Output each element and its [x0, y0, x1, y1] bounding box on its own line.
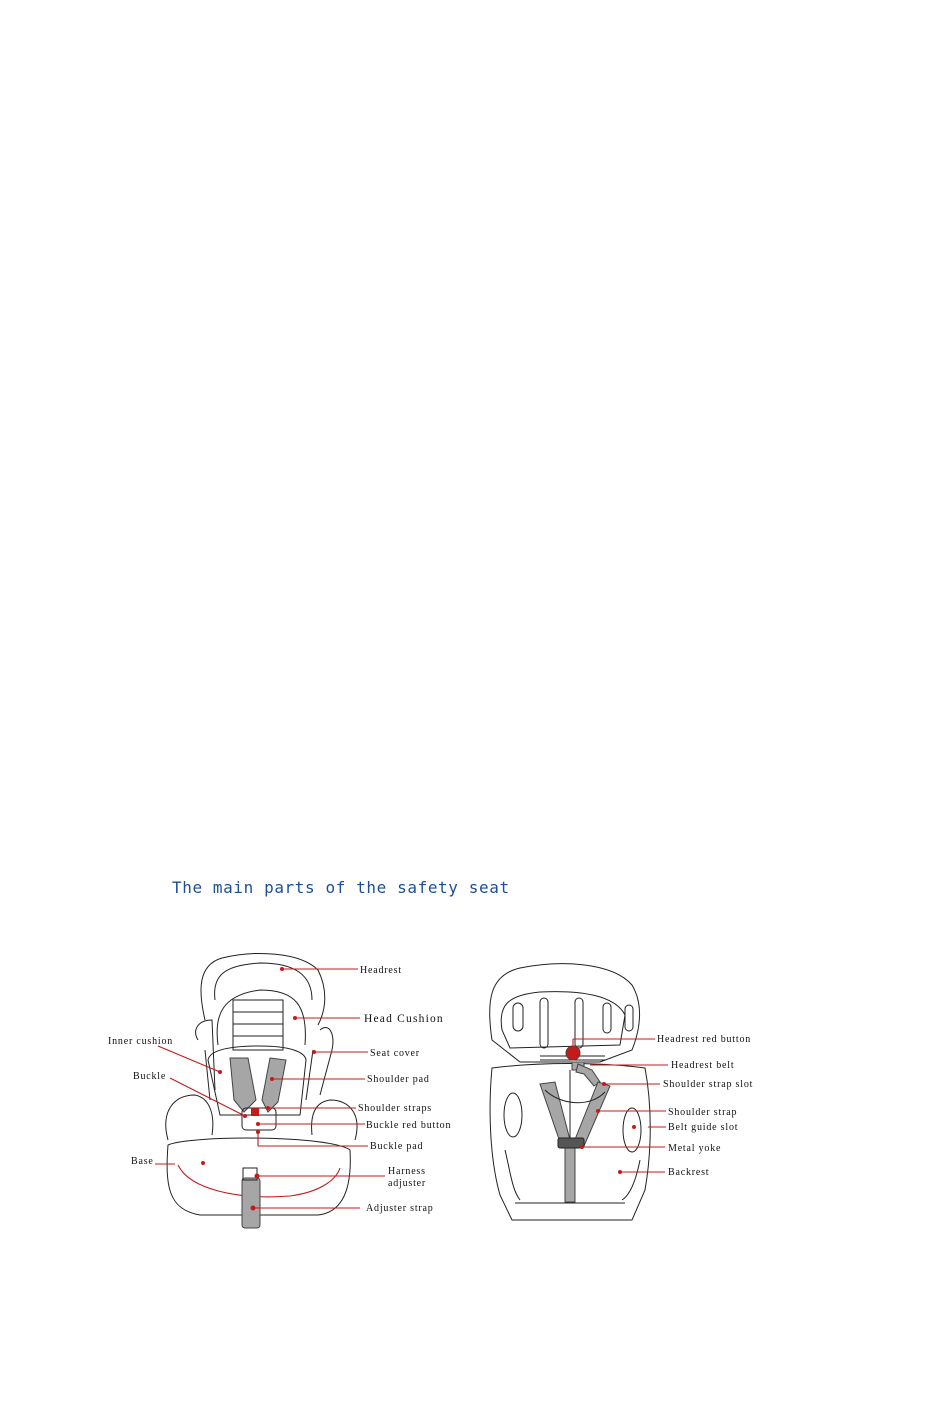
label-belt-guide-slot: Belt guide slot	[668, 1122, 739, 1133]
label-harness-adjuster-line2: adjuster	[388, 1178, 427, 1189]
label-shoulder-strap: Shoulder strap	[668, 1107, 738, 1118]
back-seat-illustration	[490, 964, 651, 1220]
label-buckle: Buckle	[133, 1071, 167, 1082]
label-base: Base	[131, 1156, 154, 1167]
label-shoulder-pad: Shoulder pad	[367, 1074, 430, 1085]
label-metal-yoke: Metal yoke	[668, 1143, 722, 1154]
label-buckle-red-button: Buckle red button	[366, 1120, 452, 1131]
diagram-title: The main parts of the safety seat	[172, 878, 510, 897]
label-adjuster-strap: Adjuster strap	[366, 1203, 434, 1214]
label-headrest: Headrest	[360, 965, 402, 976]
label-shoulder-straps: Shoulder straps	[358, 1103, 432, 1114]
label-shoulder-strap-slot: Shoulder strap slot	[663, 1079, 754, 1090]
label-head-cushion: Head Cushion	[364, 1013, 444, 1025]
label-headrest-belt: Headrest belt	[671, 1060, 735, 1071]
back-leaders	[573, 1039, 668, 1174]
label-harness-adjuster-line1: Harness	[388, 1166, 426, 1177]
label-inner-cushion: Inner cushion	[108, 1036, 174, 1047]
label-backrest: Backrest	[668, 1167, 710, 1178]
label-headrest-red-button: Headrest red button	[657, 1034, 752, 1045]
label-seat-cover: Seat cover	[370, 1048, 420, 1059]
label-buckle-pad: Buckle pad	[370, 1141, 424, 1152]
